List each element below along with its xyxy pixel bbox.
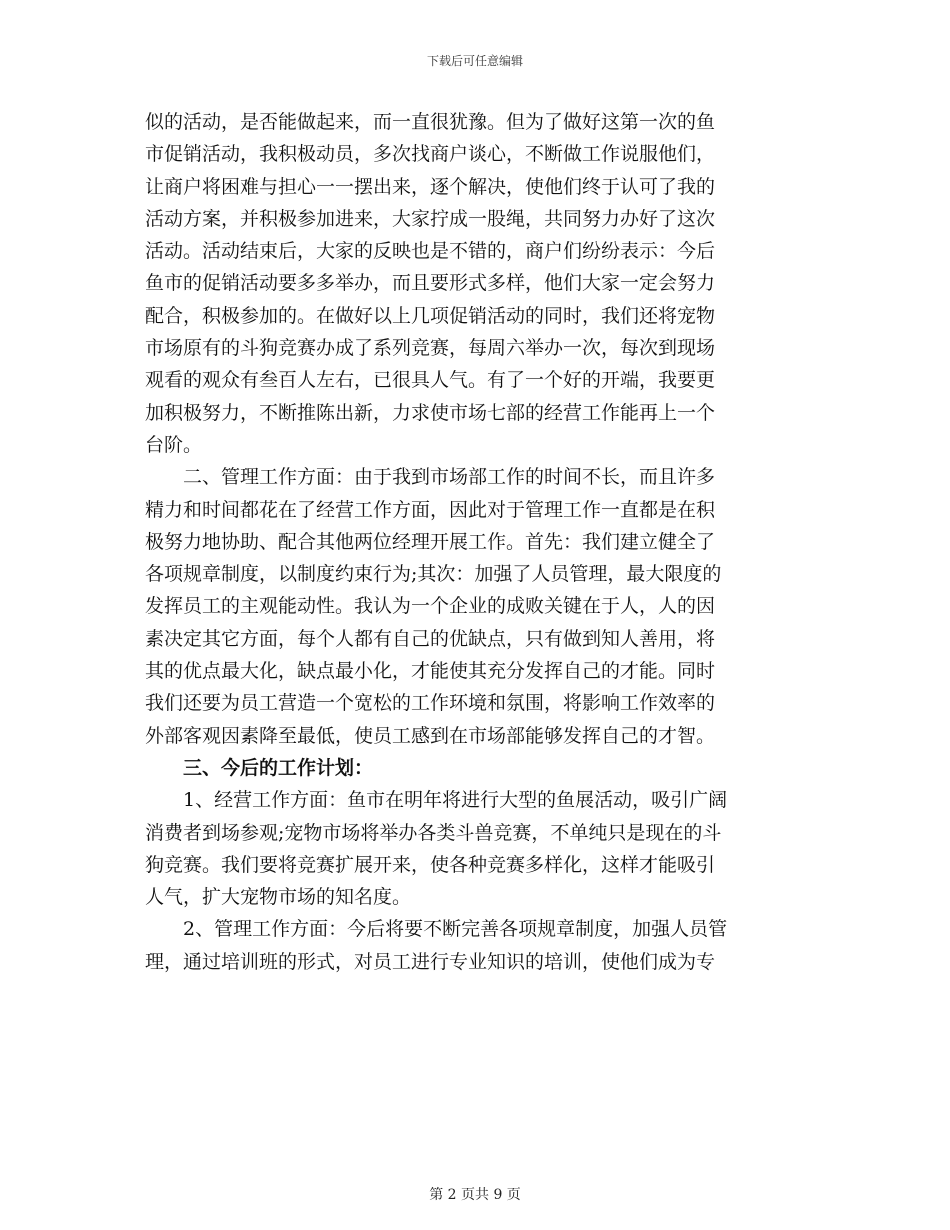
body-line: 似的活动，是否能做起来，而一直很犹豫。但为了做好这第一次的鱼 (145, 111, 716, 133)
body-line: 配合，积极参加的。在做好以上几项促销活动的同时，我们还将宠物 (145, 304, 716, 327)
body-line: 活动方案，并积极参加进来，大家拧成一股绳，共同努力办好了这次 (145, 207, 716, 230)
body-line: 各项规章制度，以制度约束行为;其次：加强了人员管理，最大限度的 (145, 563, 722, 586)
section-heading-plan: 三、今后的工作计划： (183, 756, 374, 779)
body-line: 外部客观因素降至最低，使员工感到在市场部能够发挥自己的才智。 (145, 724, 716, 747)
body-line: 消费者到场参观;宠物市场将举办各类斗兽竞赛，不单纯只是现在的斗 (145, 821, 722, 844)
body-line: 观看的观众有叁百人左右，已很具人气。有了一个好的开端，我要更 (145, 369, 716, 392)
list-item-operations: 1、经营工作方面：鱼市在明年将进行大型的鱼展活动，吸引广阔 (183, 789, 728, 812)
body-line: 其的优点最大化，缺点最小化，才能使其充分发挥自己的才能。同时 (145, 660, 716, 683)
page-number: 第 2 页共 9 页 (429, 1187, 521, 1203)
body-line: 活动。活动结束后，大家的反映也是不错的，商户们纷纷表示：今后 (145, 240, 716, 263)
body-line: 加积极努力，不断推陈出新，力求使市场七部的经营工作能再上一个 (145, 401, 716, 424)
body-line: 狗竞赛。我们要将竞赛扩展开来，使各种竞赛多样化，这样才能吸引 (145, 853, 716, 876)
document-body (145, 106, 810, 978)
list-item-management: 2、管理工作方面：今后将要不断完善各项规章制度，加强人员管 (183, 918, 728, 941)
body-line: 市促销活动，我积极动员，多次找商户谈心，不断做工作说服他们， (145, 143, 716, 166)
body-line: 精力和时间都花在了经营工作方面，因此对于管理工作一直都是在积 (145, 498, 716, 521)
body-line: 市场原有的斗狗竞赛办成了系列竞赛，每周六举办一次，每次到现场 (145, 337, 716, 360)
body-line: 我们还要为员工营造一个宽松的工作环境和氛围，将影响工作效率的 (145, 692, 716, 715)
body-line: 素决定其它方面，每个人都有自己的优缺点，只有做到知人善用，将 (145, 627, 716, 650)
body-line: 人气，扩大宠物市场的知名度。 (145, 886, 412, 909)
body-line: 让商户将困难与担心一一摆出来，逐个解决，使他们终于认可了我的 (145, 175, 716, 198)
body-line: 发挥员工的主观能动性。我认为一个企业的成败关键在于人，人的因 (145, 595, 716, 618)
body-line: 极努力地协助、配合其他两位经理开展工作。首先：我们建立健全了 (145, 530, 716, 553)
section-heading-management: 二、管理工作方面：由于我到市场部工作的时间不长，而且许多 (183, 466, 716, 489)
page-header: 下载后可任意编辑 (426, 54, 523, 68)
body-line: 鱼市的促销活动要多多举办，而且要形式多样，他们大家一定会努力 (145, 272, 716, 295)
body-line: 台阶。 (145, 433, 203, 456)
body-line: 理，通过培训班的形式，对员工进行专业知识的培训，使他们成为专 (145, 950, 716, 973)
